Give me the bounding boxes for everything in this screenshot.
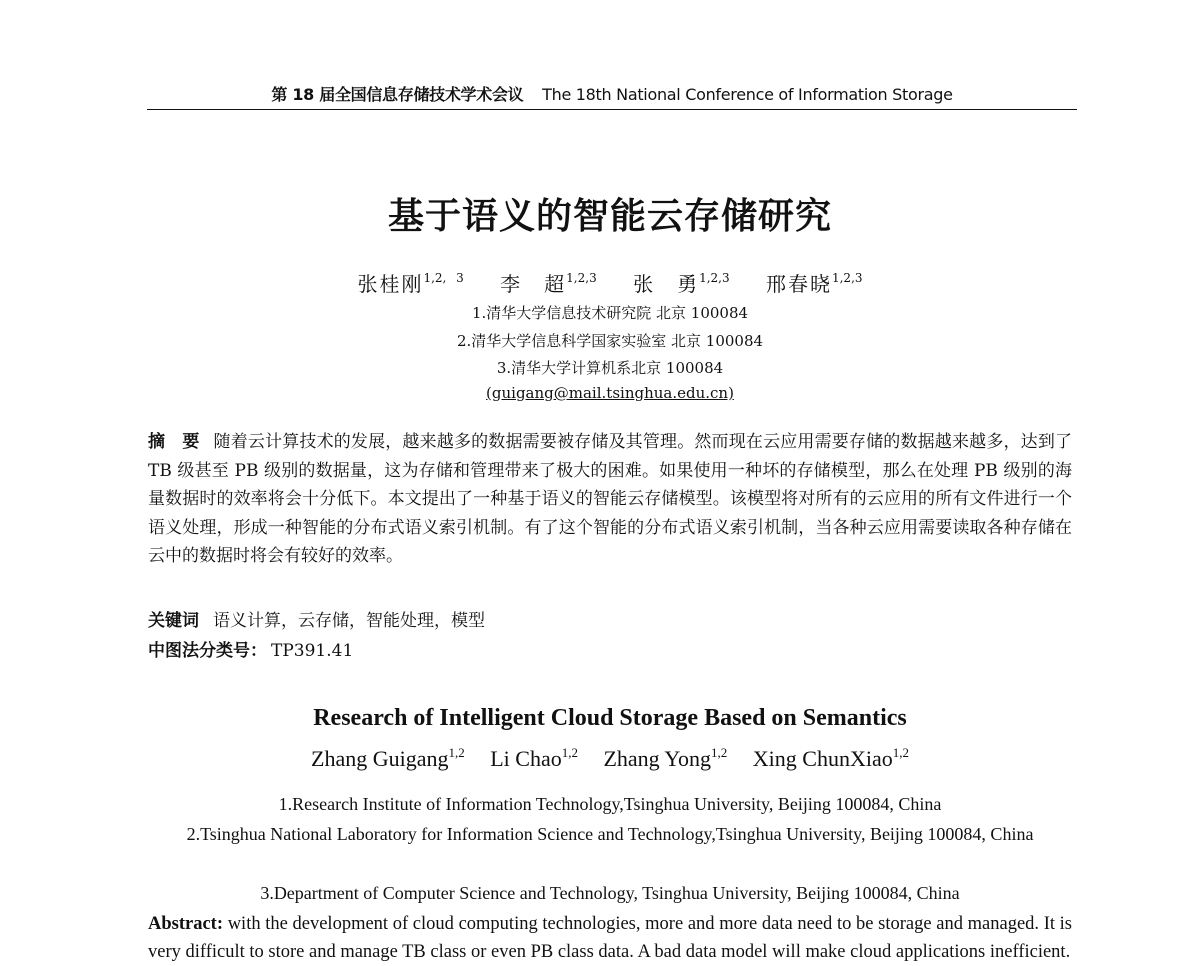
author-email[interactable]: (guigang@mail.tsinghua.edu.cn) [486,384,734,402]
conference-header-en: The 18th National Conference of Information Storage [542,85,953,104]
paper-title-en: Research of Intelligent Cloud Storage Based on Semantics [313,705,907,731]
classification-number [148,636,353,661]
abstract-cn-label: 摘 要 [148,432,200,452]
abstract-en-text: with the development of cloud computing technologies, more and more data need to be storage and managed. It is very difficult to store and manage TB class or even PB class data. A bad data model will make cloud applications inefficient. [148,914,1072,962]
keywords-cn-text: 语义计算，云存储，智能处理，模型 [213,611,485,631]
abstract-cn [148,428,1072,571]
affiliation-en-1: 1.Research Institute of Information Technology,Tsinghua University, Beijing 100084, China [278,794,942,814]
conference-header-cn: 第 18 届全国信息存储技术学术会议 [271,85,524,104]
author-cn: 张桂刚$^{1,2, 3}$ [357,271,464,296]
author-cn: 邢春晓$^{1,2,3}$ [765,271,863,296]
abstract-en-label: Abstract: [148,914,224,934]
classification-value: TP391.41 [271,641,354,661]
author-list-en [0,745,1200,772]
conference-header [147,82,1077,105]
author-list-cn [0,268,1200,297]
paper-title-cn: 基于语义的智能云存储研究 [387,196,832,237]
author-cn: 张 勇$^{1,2,3}$ [633,271,730,296]
author-en: Zhang Guigang$^{1,2}$ [311,745,465,771]
author-en: Li Chao$^{1,2}$ [490,745,578,771]
affiliation-cn-2: 2.清华大学信息科学国家实验室 北京 100084 [456,332,764,350]
affiliation-cn-1: 1.清华大学信息技术研究院 北京 100084 [471,304,749,322]
abstract-en [148,910,1072,966]
abstract-cn-text: 随着云计算技术的发展，越来越多的数据需要被存储及其管理。然而现在云应用需要存储的数据越来越多，达到了 TB 级甚至 PB 级别的数据量，这为存储和管理带来了极大的困难。如果使用一种坏的存储模型，那么在处理 PB 级别的海量数据时的效率将会十分低下。本文提出了一种基于语义的智能云存储模型。该模型将对所有的云应用的所有文件进行一个语义处理，形成一种智能的分布式语义索引机制。有了这个智能的分布式语义索引机制，当各种云应用需要读取各种存储在云中的数据时将会有较好的效率。 [148,432,1073,566]
header-rule [147,109,1077,110]
author-en: Xing ChunXiao$^{1,2}$ [752,745,909,771]
affiliation-en-2: 2.Tsinghua National Laboratory for Information Science and Technology,Tsinghua University, Beijing 100084, China [186,824,1034,844]
keywords-cn-label: 关键词 [148,611,199,631]
keywords-cn [148,606,485,631]
author-cn: 李 超$^{1,2,3}$ [500,271,597,296]
author-en: Zhang Yong$^{1,2}$ [603,745,728,771]
classification-label: 中图法分类号： [148,641,267,661]
affiliation-en-3: 3.Department of Computer Science and Technology, Tsinghua University, Beijing 100084, China [260,883,960,903]
affiliation-cn-3: 3.清华大学计算机系北京 100084 [496,359,724,377]
